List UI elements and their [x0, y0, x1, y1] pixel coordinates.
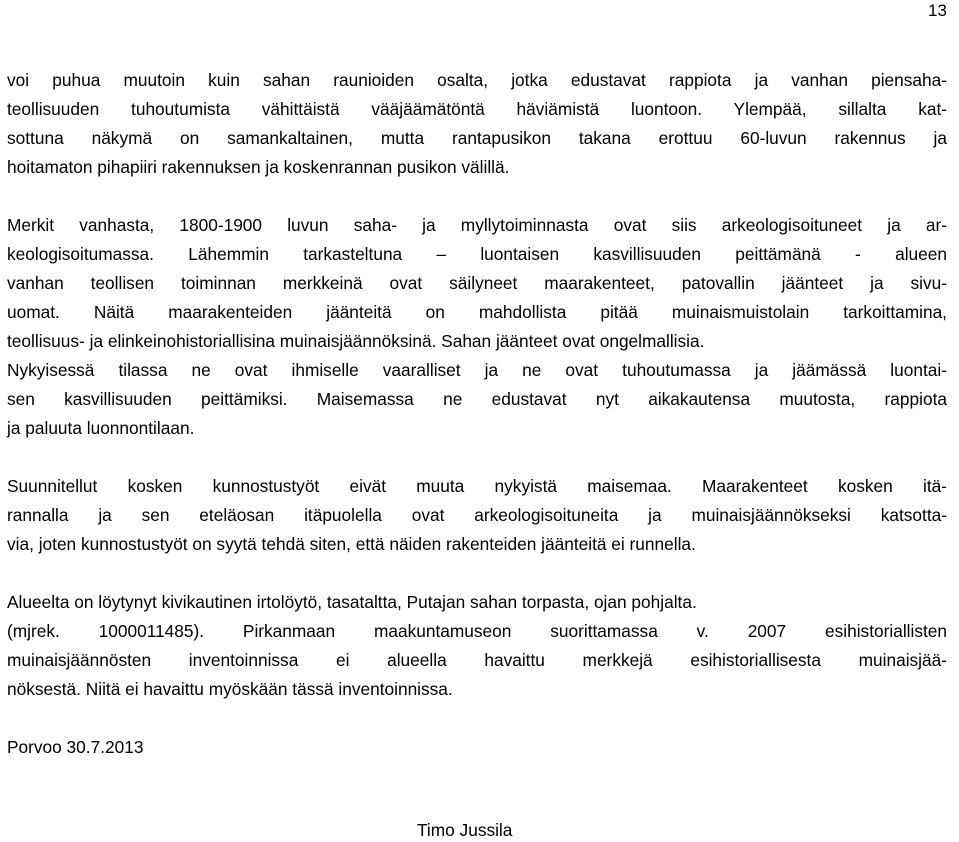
text-line: keologisoitumassa. Lähemmin tarkasteltuna – luontaisen kasvillisuuden peittämänä - alueen — [7, 244, 947, 264]
text-line: (mjrek. 1000011485). Pirkanmaan maakuntamuseon suorittamassa v. 2007 esihistoriallisten — [7, 621, 947, 641]
text-line: Merkit vanhasta, 1800-1900 luvun saha- ja myllytoiminnasta ovat siis arkeologisoituneet ja ar- — [7, 215, 947, 235]
paragraph-3 — [7, 472, 947, 559]
text-line: teollisuuden tuhoutumista vähittäistä vääjäämätöntä häviämistä luontoon. Ylempää, sillalta kat- — [7, 99, 947, 119]
place-date-text: Porvoo 30.7.2013 — [7, 737, 144, 757]
text-line: sen kasvillisuuden peittämiksi. Maisemassa ne edustavat nyt aikakautensa muutosta, rappiota — [7, 389, 947, 409]
text-line: Nykyisessä tilassa ne ovat ihmiselle vaaralliset ja ne ovat tuhoutumassa ja jäämässä luontai- — [7, 360, 947, 380]
text-line: uomat. Näitä maarakenteiden jäänteitä on mahdollista pitää muinaismuistolain tarkoittamina, — [7, 302, 947, 322]
paragraph-4 — [7, 588, 947, 704]
paragraph-2 — [7, 211, 947, 443]
text-line: vanhan teollisen toiminnan merkkeinä ovat säilyneet maarakenteet, patovallin jäänteet ja sivu- — [7, 273, 947, 293]
text-line: Suunnitellut kosken kunnostustyöt eivät muuta nykyistä maisemaa. Maarakenteet kosken itä- — [7, 476, 947, 496]
text-line: voi puhua muutoin kuin sahan raunioiden osalta, jotka edustavat rappiota ja vanhan piensaha- — [7, 70, 947, 90]
text-line: sottuna näkymä on samankaltainen, mutta rantapusikon takana erottuu 60-luvun rakennus ja — [7, 128, 947, 148]
text-line: muinaisjäännösten inventoinnissa ei alueella havaittu merkkejä esihistoriallisesta muinaisjää- — [7, 650, 947, 670]
paragraph-1 — [7, 66, 947, 182]
text-line: ja paluuta luonnontilaan. — [7, 418, 195, 438]
text-line: hoitamaton pihapiiri rakennuksen ja koskenrannan pusikon välillä. — [7, 157, 510, 177]
text-line: teollisuus- ja elinkeinohistoriallisina muinaisjäännöksinä. Sahan jäänteet ovat ongelmallisia. — [7, 331, 705, 351]
text-line: rannalla ja sen eteläosan itäpuolella ovat arkeologisoituneita ja muinaisjäännökseksi katsotta- — [7, 505, 947, 525]
signature: Timo Jussila — [417, 820, 513, 840]
text-line: Alueelta on löytynyt kivikautinen irtolöytö, tasataltta, Putajan sahan torpasta, ojan pohjalta. — [7, 592, 697, 612]
page-number: 13 — [928, 1, 947, 20]
place-date — [7, 733, 947, 762]
text-line: nöksestä. Niitä ei havaittu myöskään tässä inventoinnissa. — [7, 679, 453, 699]
text-line: via, joten kunnostustyöt on syytä tehdä siten, että näiden rakenteiden jäänteitä ei runnella. — [7, 534, 696, 554]
